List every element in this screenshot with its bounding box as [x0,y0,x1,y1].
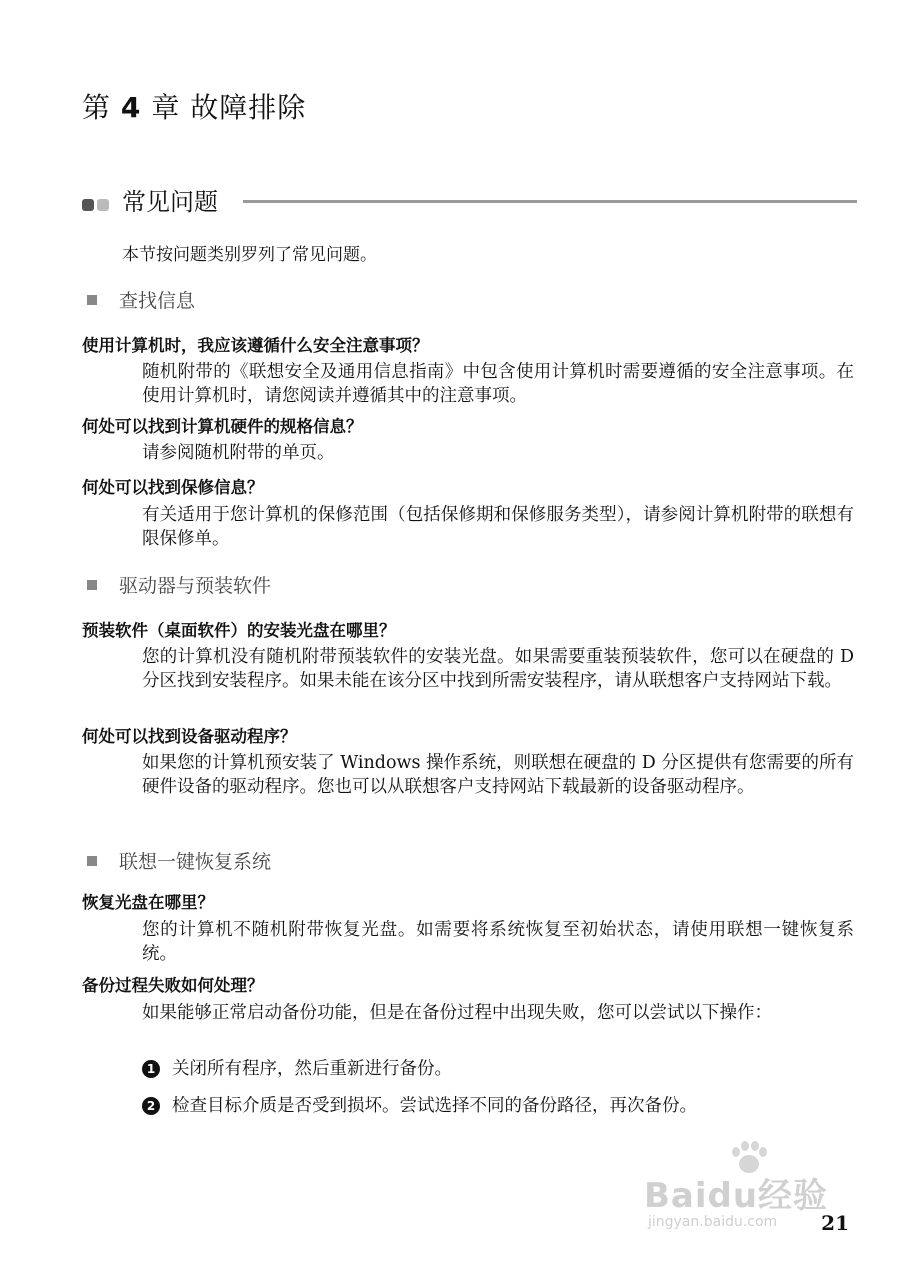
faq-answer: 如果您的计算机预安装了 Windows 操作系统，则联想在硬盘的 D 分区提供有您需要的所有硬件设备的驱动程序。您也可以从联想客户支持网站下载最新的设备驱动程序。 [142,753,854,797]
section-divider [243,200,857,203]
section-intro: 本节按问题类别罗列了常见问题。 [122,245,377,265]
step-number-icon: 2 [142,1097,160,1115]
faq-question: 何处可以找到设备驱动程序？ [82,727,297,746]
faq-question: 何处可以找到保修信息？ [82,478,264,497]
faq-answer: 您的计算机没有随机附带预装软件的安装光盘。如果需要重装预装软件，您可以在硬盘的 D 分区找到安装程序。如果未能在该分区中找到所需安装程序，请从联想客户支持网站下载。 [142,647,854,691]
faq-answer: 随机附带的《联想安全及通用信息指南》中包含使用计算机时需要遵循的安全注意事项。在使用计算机时，请您阅读并遵循其中的注意事项。 [142,362,854,406]
section-bullet-icon [82,196,112,215]
faq-answer: 您的计算机不随机附带恢复光盘。如需要将系统恢复至初始状态，请使用联想一键恢复系统。 [142,920,854,964]
faq-question: 备份过程失败如何处理？ [82,976,264,995]
faq-question: 恢复光盘在哪里？ [82,893,214,912]
square-bullet-icon [87,295,97,305]
watermark-brand: Baidu经验 [644,1176,829,1216]
subsection-title: 驱动器与预装软件 [87,571,271,598]
baidu-watermark [640,1140,845,1240]
square-bullet-icon [87,580,97,590]
section-title: 常见问题 [122,188,218,216]
faq-answer: 请参阅随机附带的单页。 [142,443,335,463]
step-item [142,1092,697,1117]
step-item [142,1055,452,1080]
section-header [82,182,857,222]
step-text: 关闭所有程序，然后重新进行备份。 [172,1059,452,1079]
subsection-title: 查找信息 [87,286,195,313]
faq-answer: 如果能够正常启动备份功能，但是在备份过程中出现失败，您可以尝试以下操作： [142,1003,772,1023]
faq-question: 使用计算机时，我应该遵循什么安全注意事项？ [82,336,429,355]
step-number-icon: 1 [142,1060,160,1078]
faq-answer: 有关适用于您计算机的保修范围（包括保修期和保修服务类型），请参阅计算机附带的联想有限保修单。 [142,505,854,549]
page-number: 21 [821,1211,849,1235]
faq-question: 预装软件（桌面软件）的安装光盘在哪里？ [82,621,396,640]
watermark-url: jingyan.baidu.com [648,1214,778,1230]
chapter-number: 4 [120,91,142,124]
chapter-prefix: 第 [82,91,112,124]
faq-question: 何处可以找到计算机硬件的规格信息？ [82,417,363,436]
subsection-title: 联想一键恢复系统 [87,847,271,874]
chapter-title [82,86,306,126]
square-bullet-icon [87,856,97,866]
step-text: 检查目标介质是否受到损坏。尝试选择不同的备份路径，再次备份。 [172,1096,697,1116]
chapter-suffix: 章 故障排除 [151,91,307,124]
